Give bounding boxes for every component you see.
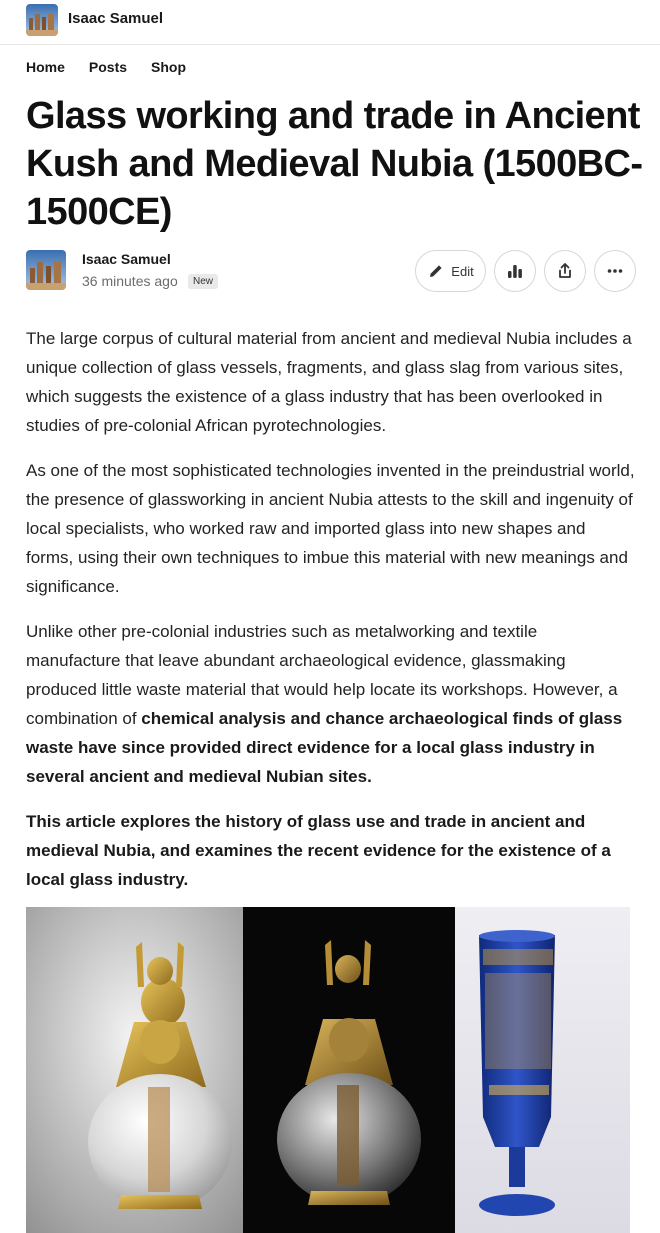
author-avatar[interactable] (26, 250, 66, 290)
publication-avatar[interactable] (26, 4, 58, 36)
blue-glass-goblet-photo[interactable] (455, 907, 630, 1233)
post-title: Glass working and trade in Ancient Kush and Medieval Nubia (1500BC-1500CE) (26, 95, 643, 233)
more-button[interactable] (594, 250, 636, 292)
paragraph-3-bold: chemical analysis and chance archaeological finds of glass waste have since provided direct evidence for a local glass industry in several ancient and medieval Nubian sites. (26, 709, 623, 786)
main-nav (26, 59, 186, 75)
pencil-icon (427, 262, 445, 280)
paragraph-4 (26, 807, 636, 894)
nav-shop[interactable]: Shop (151, 59, 187, 75)
nav-home[interactable]: Home (26, 59, 65, 75)
paragraph-3-text: Unlike other pre-colonial industries such as metalworking and textile manufacture that leave abundant archaeological evidence, glassmaking produced little waste material that would help locate its workshops. However, a combination of (26, 622, 618, 728)
top-bar (0, 0, 660, 45)
nav-posts[interactable]: Posts (88, 59, 128, 75)
publication-name[interactable]: Isaac Samuel (68, 10, 164, 27)
share-button[interactable] (544, 250, 586, 292)
bar-chart-icon (506, 262, 524, 280)
post-actions (415, 250, 636, 292)
new-badge: New (188, 274, 218, 289)
hathor-pendant-photo-1[interactable] (26, 907, 243, 1233)
paragraph-2: As one of the most sophisticated technologies invented in the preindustrial world, the presence of glassworking in ancient Nubia attests to the skill and ingenuity of local specialists, who worked raw and imported glass into new shapes and forms, using their own techniques to imbue this material with new meanings and significance. (26, 461, 635, 596)
hathor-pendant-photo-2[interactable] (243, 907, 455, 1233)
paragraph-1: The large corpus of cultural material from ancient and medieval Nubia includes a unique collection of glass vessels, fragments, and glass slag from various sites, which suggests the existence of a glass industry that has been overlooked in studies of pre-colonial African pyrotechnologies. (26, 329, 632, 435)
paragraph-4-bold: This article explores the history of glass use and trade in ancient and medieval Nubia, and examines the recent evidence for the existence of a local glass industry. (26, 812, 611, 889)
paragraph-3 (26, 617, 636, 791)
byline (26, 250, 636, 294)
image-gallery[interactable] (26, 907, 630, 1233)
share-icon (556, 262, 574, 280)
post-body (26, 324, 636, 910)
author-name[interactable]: Isaac Samuel (82, 251, 171, 267)
stats-button[interactable] (494, 250, 536, 292)
more-options-icon (606, 262, 624, 280)
edit-button[interactable] (415, 250, 486, 292)
edit-label: Edit (451, 263, 474, 279)
post-time: 36 minutes ago (82, 273, 178, 289)
